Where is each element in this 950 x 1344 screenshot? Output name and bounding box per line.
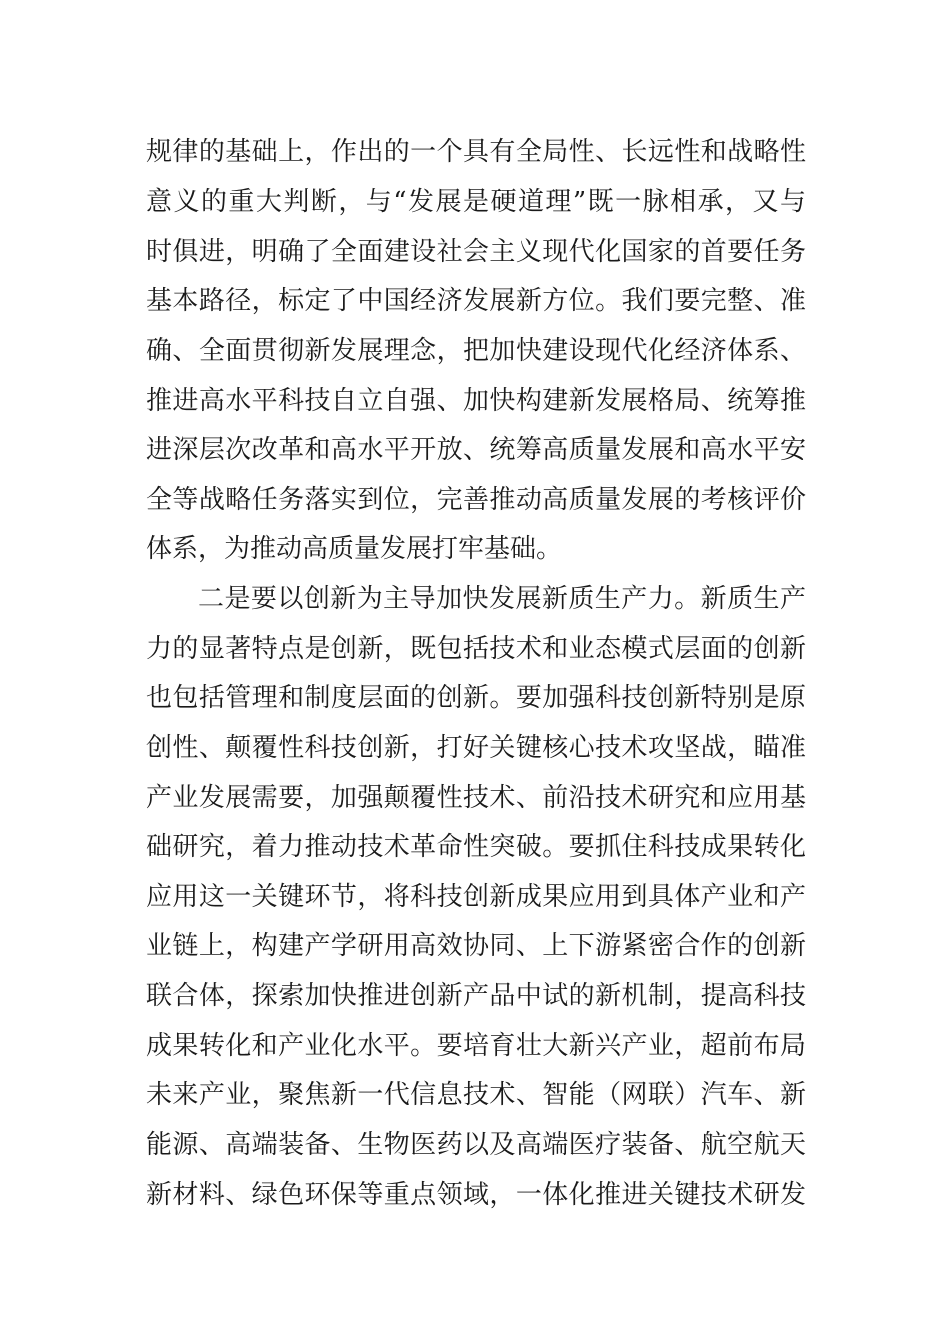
text-line: 创性、颠覆性科技创新，打好关键核心技术攻坚战，瞄准	[146, 733, 806, 763]
text-line: 未来产业，聚焦新一代信息技术、智能（网联）汽车、新	[146, 1080, 806, 1110]
text-line: 进深层次改革和高水平开放、统筹高质量发展和高水平安	[146, 435, 806, 465]
text-line: 成果转化和产业化水平。要培育壮大新兴产业，超前布局	[146, 1031, 806, 1061]
text-line: 产业发展需要，加强颠覆性技术、前沿技术研究和应用基	[146, 783, 806, 813]
text-line: 体系，为推动高质量发展打牢基础。	[146, 534, 563, 564]
text-line: 基本路径，标定了中国经济发展新方位。我们要完整、准	[146, 286, 806, 316]
text-line: 能源、高端装备、生物医药以及高端医疗装备、航空航天	[146, 1130, 806, 1160]
text-line: 时俱进，明确了全面建设社会主义现代化国家的首要任务	[146, 237, 806, 267]
text-line: 意义的重大判断，与“发展是硬道理”既一脉相承，又与	[146, 187, 806, 217]
text-line: 联合体，探索加快推进创新产品中试的新机制，提高科技	[146, 981, 806, 1011]
text-line: 应用这一关键环节，将科技创新成果应用到具体产业和产	[146, 882, 806, 912]
text-line: 推进高水平科技自立自强、加快构建新发展格局、统筹推	[146, 386, 806, 416]
text-line: 业链上，构建产学研用高效协同、上下游紧密合作的创新	[146, 931, 806, 961]
text-line: 力的显著特点是创新，既包括技术和业态模式层面的创新	[146, 634, 806, 664]
text-line: 也包括管理和制度层面的创新。要加强科技创新特别是原	[146, 683, 806, 713]
text-line: 全等战略任务落实到位，完善推动高质量发展的考核评价	[146, 485, 806, 515]
text-line: 础研究，着力推动技术革命性突破。要抓住科技成果转化	[146, 832, 806, 862]
text-line: 确、全面贯彻新发展理念，把加快建设现代化经济体系、	[146, 336, 806, 366]
paragraph-start-line: 二是要以创新为主导加快发展新质生产力。新质生产	[198, 584, 806, 614]
text-line: 规律的基础上，作出的一个具有全局性、长远性和战略性	[146, 137, 806, 167]
text-line: 新材料、绿色环保等重点领域，一体化推进关键技术研发	[146, 1180, 806, 1210]
